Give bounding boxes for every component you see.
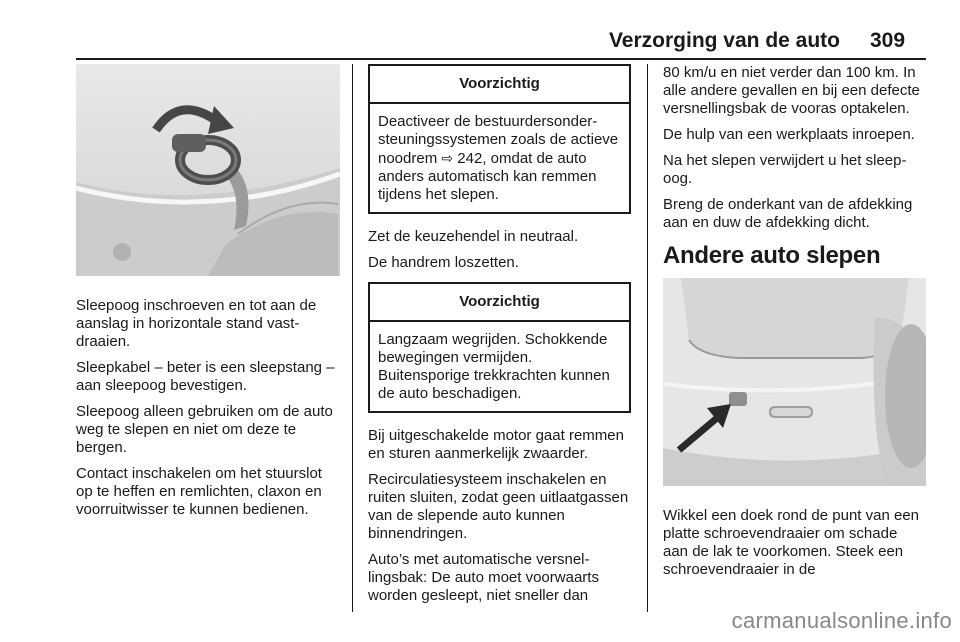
paragraph: Breng de onderkant van de afdekking aan en duw de afdekking dicht.	[663, 196, 913, 231]
caution-box	[368, 282, 631, 413]
header-rule	[76, 58, 926, 60]
caution-box	[368, 64, 631, 214]
page-reference-arrow-icon: ⇨	[441, 150, 454, 166]
tow-eye-illustration	[76, 64, 340, 276]
paragraph: Zet de keuzehendel in neutraal.	[368, 228, 579, 245]
watermark: carmanualsonline.info	[731, 608, 952, 633]
section-heading: Andere auto slepen	[663, 242, 881, 269]
paragraph: Na het slepen verwijdert u het sleepoog.	[663, 152, 907, 187]
paragraph: Wikkel een doek rond de punt van een platte schroevendraaier om schade aan de lak te voorkomen. Steek een schroevendraaier in de	[663, 507, 920, 578]
running-title: Verzorging van de auto	[608, 29, 840, 52]
left-column	[76, 64, 340, 527]
middle-column	[368, 64, 631, 613]
paragraph: De hulp van een werkplaats inroepen.	[663, 126, 915, 143]
page-reference[interactable]: 242	[457, 150, 483, 167]
caution-text-start: Deactiveer de bestuurdersondersteuningssystemen zoals de actieve noodrem	[378, 113, 619, 167]
right-column	[663, 64, 926, 587]
rear-bumper-photo	[663, 278, 926, 486]
paragraph: Recirculatiesysteem inschakelen en ruiten sluiten, zodat geen uitlaatgassen van de slepende auto kunnen binnendringen.	[368, 471, 629, 542]
caution-text-end: , omdat de auto anders automatisch kan remmen tijdens het slepen.	[378, 150, 597, 203]
paragraph: Auto’s met automatische versnellingsbak: De auto moet voorwaarts worden gesleept, niet sneller dan	[368, 551, 599, 604]
caution-text	[370, 104, 629, 212]
paragraph: Sleepkabel – beter is een sleepstang – aan sleepoog bevestigen.	[76, 359, 335, 394]
caution-heading: Voorzichtig	[370, 284, 629, 322]
paragraph: De handrem loszetten.	[368, 254, 519, 271]
paragraph: Sleepoog alleen gebruiken om de auto weg te slepen en niet om deze te bergen.	[76, 403, 333, 456]
paragraph: Sleepoog inschroeven en tot aan de aanslag in horizontale stand vastdraaien.	[76, 297, 317, 350]
column-divider-1	[352, 64, 353, 612]
page-number: 309	[870, 29, 906, 52]
caution-text: Langzaam wegrijden. Schokkende bewegingen vermijden. Buitensporige trekkrachten kunnen de auto beschadigen.	[378, 331, 610, 402]
tow-eye-photo	[76, 64, 340, 276]
paragraph: Bij uitgeschakelde motor gaat remmen en sturen aanmerkelijk zwaarder.	[368, 427, 624, 462]
rear-bumper-illustration	[663, 278, 926, 486]
paragraph: Contact inschakelen om het stuurslot op te heffen en remlichten, claxon en voorruitwisser te kunnen bedienen.	[76, 465, 322, 518]
caution-heading: Voorzichtig	[370, 66, 629, 104]
paragraph: 80 km/u en niet verder dan 100 km. In alle andere gevallen en bij een defecte versnellingsbak de vooras optakelen.	[663, 64, 920, 117]
column-divider-2	[647, 64, 648, 612]
